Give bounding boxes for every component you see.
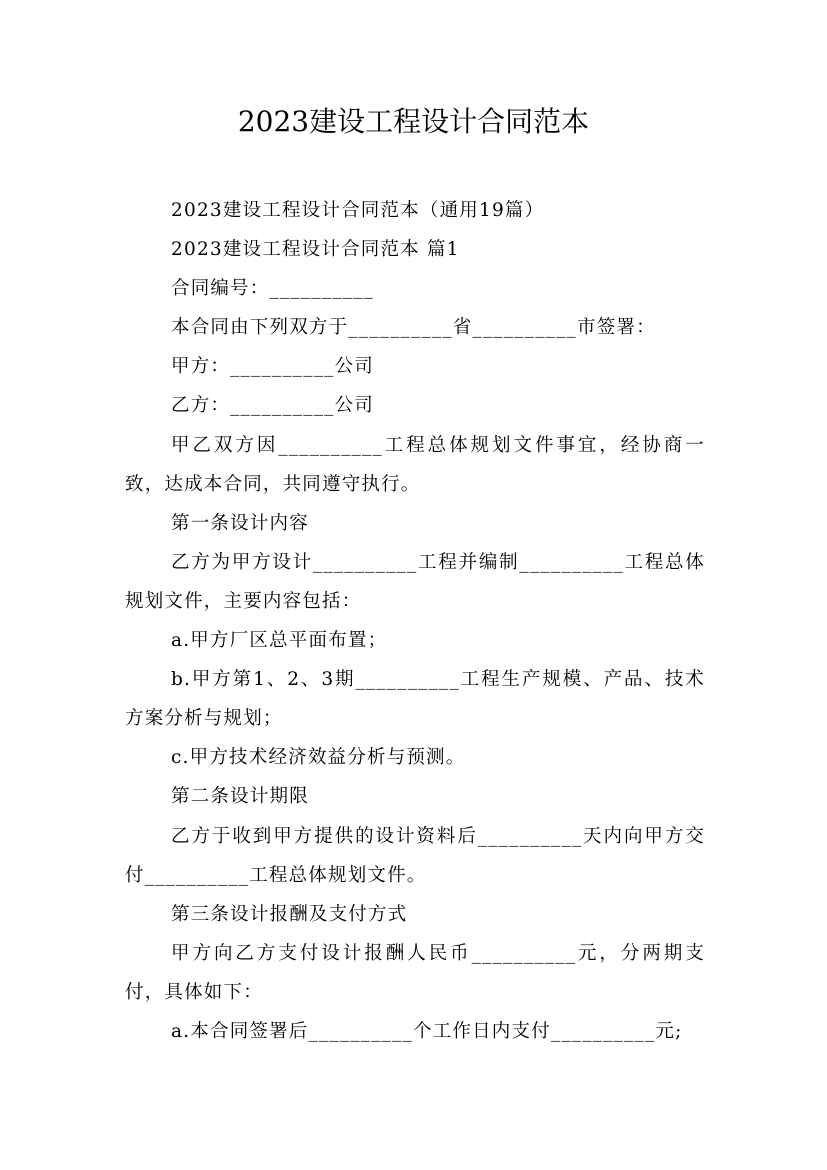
article-1-item-c: c.甲方技术经济效益分析与预测。 [171, 747, 466, 769]
article-1-paragraph: 乙方为甲方设计__________工程并编制__________工程总体规划文件，主要内容包括： [125, 551, 705, 612]
preamble-paragraph: 甲乙双方因__________工程总体规划文件事宜，经协商一致，达成本合同，共同遵守执行。 [125, 434, 705, 495]
document-title: 2023建设工程设计合同范本 [237, 105, 590, 138]
article-1-item-b: b.甲方第1、2、3期__________工程生产规模、产品、技术方案分析与规划； [125, 669, 705, 730]
article-1-heading: 第一条设计内容 [171, 512, 309, 534]
subtitle-paragraph: 2023建设工程设计合同范本（通用19篇） [171, 200, 545, 221]
section-heading-1: 2023建设工程设计合同范本 篇1 [171, 239, 460, 261]
contract-number-line: 合同编号：__________ [171, 278, 375, 300]
article-3-paragraph: 甲方向乙方支付设计报酬人民币__________元，分两期支付，具体如下： [125, 942, 705, 1003]
signing-location-line: 本合同由下列双方于__________省__________市签署： [171, 317, 656, 339]
party-b-line: 乙方：__________公司 [171, 395, 375, 417]
article-2-heading: 第二条设计期限 [171, 786, 309, 808]
article-3-item-a: a.本合同签署后__________个工作日内支付__________元; [171, 1020, 683, 1042]
party-a-line: 甲方：__________公司 [171, 356, 375, 378]
article-1-item-a: a.甲方厂区总平面布置； [171, 630, 388, 652]
article-3-heading: 第三条设计报酬及支付方式 [171, 903, 408, 925]
document-body [125, 191, 705, 1051]
article-2-paragraph: 乙方于收到甲方提供的设计资料后__________天内向甲方交付__________工程总体规划文件。 [125, 825, 705, 886]
